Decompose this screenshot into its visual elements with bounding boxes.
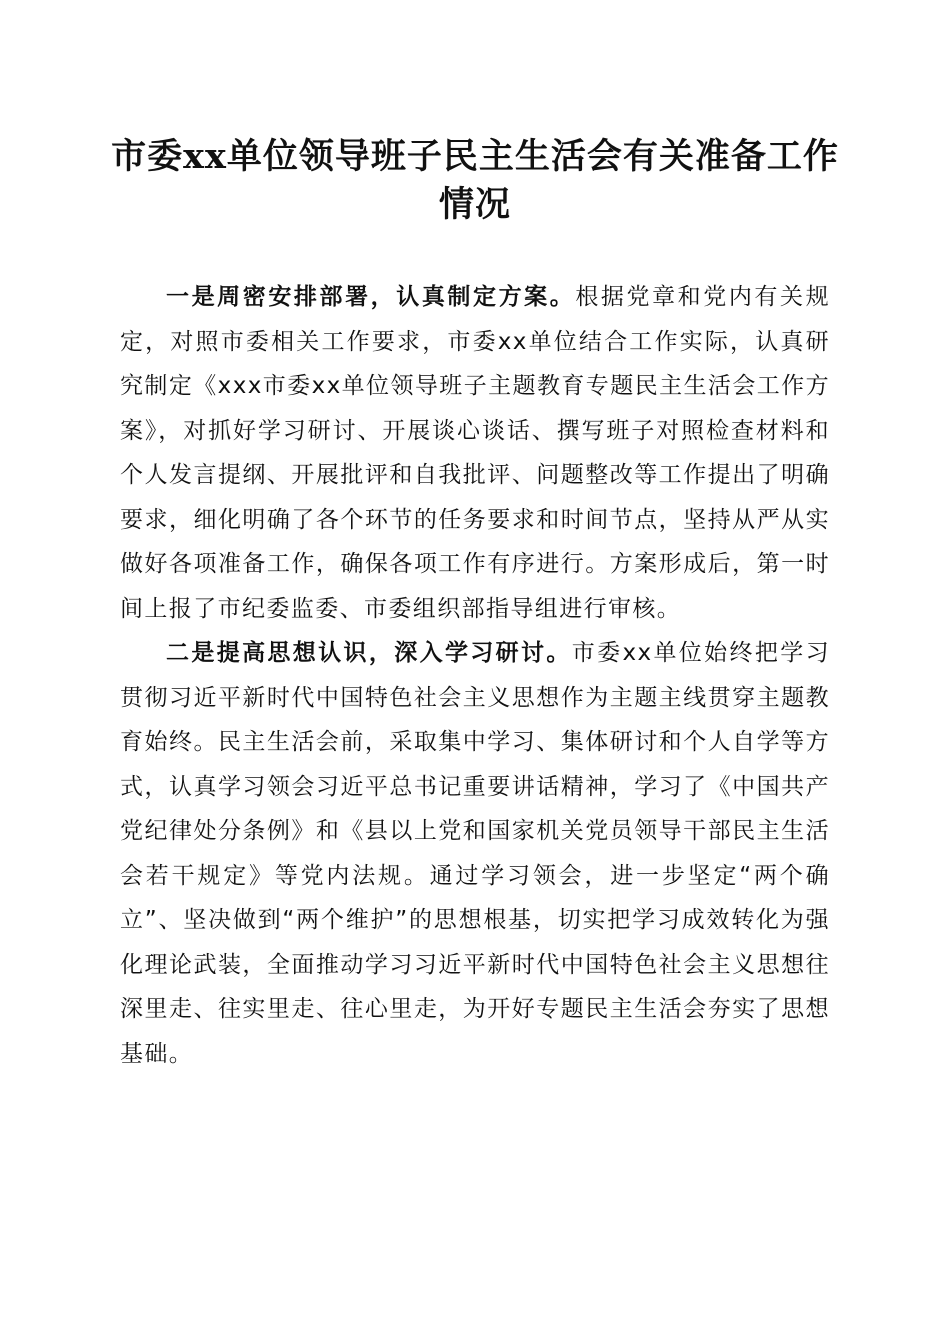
paragraph-1	[120, 275, 830, 631]
paragraph-1-text: 根据党章和党内有关规定，对照市委相关工作要求，市委xx单位结合工作实际，认真研究制定《xxx市委xx单位领导班子主题教育专题民主生活会工作方案》，对抓好学习研讨、开展谈心谈话、撰写班子对照检查材料和个人发言提纲、开展批评和自我批评、问题整改等工作提出了明确要求，细化明确了各个环节的任务要求和时间节点，坚持从严从实做好各项准备工作，确保各项工作有序进行。方案形成后，第一时间上报了市纪委监委、市委组织部指导组进行审核。	[120, 284, 830, 622]
paragraph-2-text: 市委xx单位始终把学习贯彻习近平新时代中国特色社会主义思想作为主题主线贯穿主题教育始终。民主生活会前，采取集中学习、集体研讨和个人自学等方式，认真学习领会习近平总书记重要讲话精神，学习了《中国共产党纪律处分条例》和《县以上党和国家机关党员领导干部民主生活会若干规定》等党内法规。通过学习领会，进一步坚定“两个确立”、坚决做到“两个维护”的思想根基，切实把学习成效转化为强化理论武装，全面推动学习习近平新时代中国特色社会主义思想往深里走、往实里走、往心里走，为开好专题民主生活会夯实了思想基础。	[120, 640, 831, 1067]
document-body	[120, 275, 830, 1076]
paragraph-1-lead: 一是周密安排部署，认真制定方案。	[166, 284, 576, 310]
document-title: 市委xx单位领导班子民主生活会有关准备工作情况	[111, 136, 839, 225]
paragraph-2-lead: 二是提高思想认识，深入学习研讨。	[166, 640, 572, 666]
paragraph-2	[120, 631, 830, 1076]
